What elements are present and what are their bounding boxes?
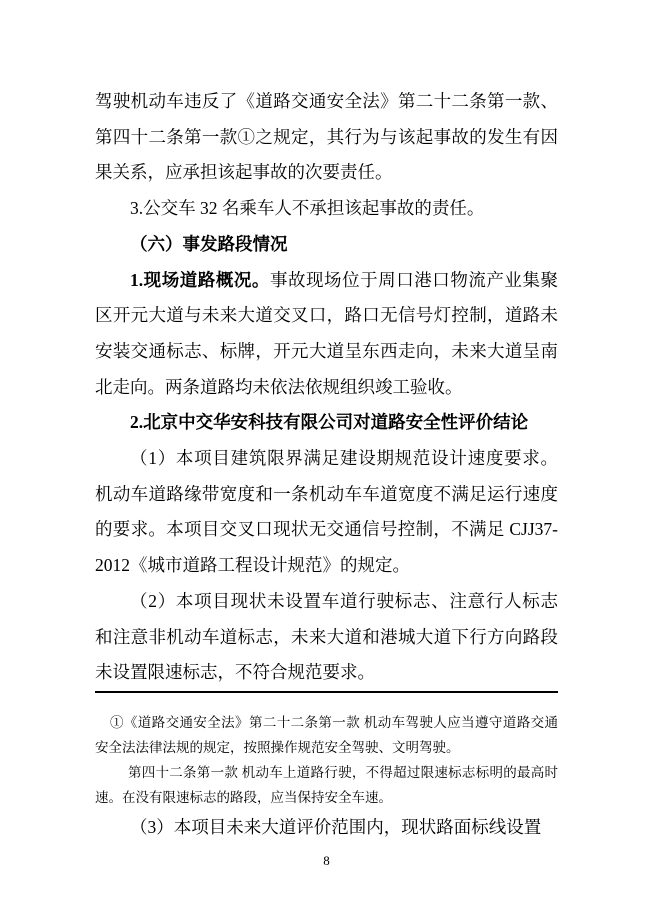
- footnote-article-42: 第四十二条第一款 机动车上道路行驶，不得超过限速标志标明的最高时速。在没有限速标志的路段，应当保持安全车速。: [95, 764, 558, 805]
- paragraph-body-text: 事故现场位于周口港口物流产业集聚区开元大道与未来大道交叉口，路口无信号灯控制，道路未安装交通标志、标牌，开元大道呈东西走向，未来大道呈南北走向。两条道路均未依法依规组织竣工验收。: [95, 269, 559, 397]
- footnote-article-22: ①《道路交通安全法》第二十二条第一款 机动车驾驶人应当遵守道路交通安全法法律法规的规定，按照操作规范安全驾驶、文明驾驶。: [95, 714, 558, 755]
- paragraph-passengers-responsibility: 3.公交车 32 名乘车人不承担该起事故的责任。: [130, 198, 485, 219]
- section-heading-safety-evaluation: 2.北京中交华安科技有限公司对道路安全性评价结论: [130, 412, 529, 433]
- section-heading-road-segment: （六）事发路段情况: [130, 233, 288, 254]
- paragraph-responsibility-continuation: 驾驶机动车违反了《道路交通安全法》第二十二条第一款、第四十二条第一款①之规定，其行为与该起事故的发生有因果关系，应承担该起事故的次要责任。: [95, 91, 558, 183]
- paragraph-evaluation-item-3: （3）本项目未来大道评价范围内，现状路面标线设置: [130, 816, 542, 837]
- paragraph-bold-lead: 1.现场道路概况。: [130, 269, 270, 290]
- page-number: 8: [323, 852, 330, 868]
- paragraph-evaluation-item-2: （2）本项目现状未设置车道行驶标志、注意行人标志和注意非机动车道标志，未来大道和港城大道下行方向路段未设置限速标志，不符合规范要求。: [95, 590, 558, 683]
- footnote-separator-rule: [95, 691, 558, 693]
- paragraph-site-road-overview: [95, 263, 558, 406]
- paragraph-evaluation-item-1: （1）本项目建筑限界满足建设期规范设计速度要求。机动车道路缘带宽度和一条机动车车道宽度不满足运行速度的要求。本项目交叉口现状无交通信号控制，不满足 CJJ37-2012《城市道路工程设计规范》的规定。: [95, 448, 558, 576]
- document-body: [95, 84, 558, 870]
- footnotes-block: [95, 710, 558, 810]
